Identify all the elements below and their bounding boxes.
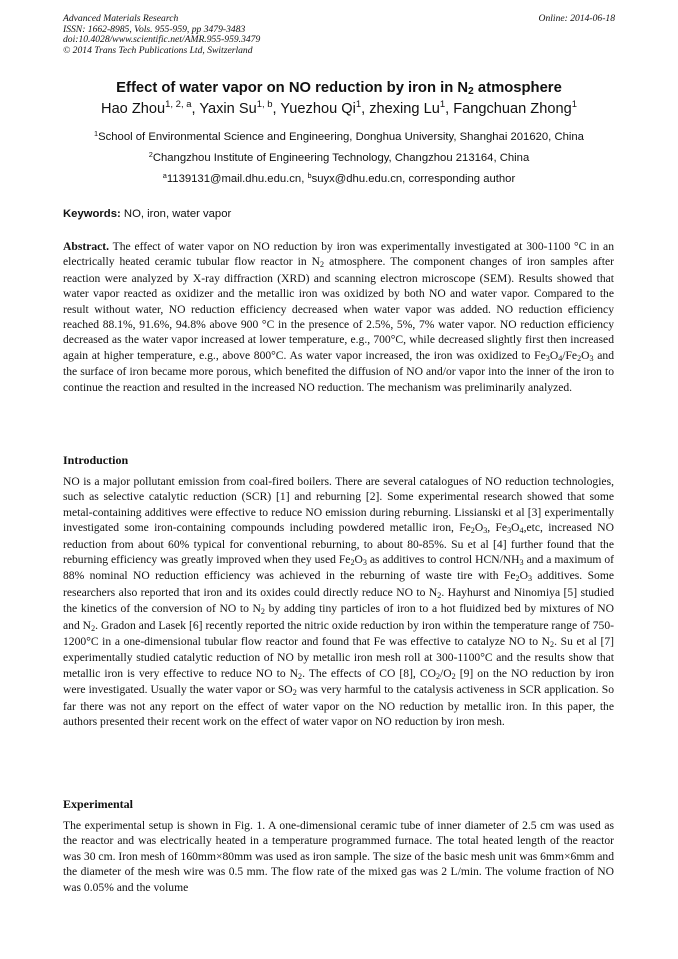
author-list: Hao Zhou$^{1, 2, a}$, Yaxin Su$^{1, b}$, Yuezhou Qi$^1$, zhexing Lu$^1$, Fangchuan Zhong$^1$: [101, 99, 577, 117]
author-name: Hao Zhou: [101, 101, 166, 117]
online-date: Online: 2014-06-18: [538, 13, 615, 24]
introduction-heading: Introduction: [63, 453, 129, 467]
experimental-text: The experimental setup is shown in Fig. 1. A one-dimensional ceramic tube of inner diameter of 2.5 cm was used as the reactor and was electrically heated in a temperature programmed furnace. The total heated length of the reactor was 30 cm. Iron mesh of 160mm×80mm was used as iron sample. The size of the basic mesh unit was 6mm×6mm and the diameter of the mesh wire was 0.5 mm. The flow rate of the mixed gas was 2 L/min. The volume fraction of NO was 0.05% and the volume: [63, 819, 614, 894]
copyright-line: © 2014 Trans Tech Publications Ltd, Switzerland: [63, 44, 253, 56]
abstract-label: Abstract.: [63, 240, 110, 253]
affiliation-2: $^2$Changzhou Institute of Engineering Technology, Changzhou 213164, China: [148, 150, 530, 164]
author-name: Yaxin Su: [199, 101, 257, 117]
author-emails: $^a$1139131@mail.dhu.edu.cn, $^b$suyx@dhu.edu.cn, corresponding author: [162, 171, 516, 185]
introduction-text: NO is a major pollutant emission from coal-fired boilers. There are several catalogues of NO reduction technologies, such as selective catalytic reduction (SCR) [1] and reburning [2]. Some experimental research showed that some metal-containing additives were effective to reduce NO emission during reburning. Lissianski et al [3] experimentally investigated some iron-containing compounds including powdered metallic iron, $Fe_2O_3$, $Fe_3O_4,etc$, increased NO reduction from about 60% typical for conventional reburning, to about 80-85%. Su et al [4] further found that the reburning efficiency was greatly improved when they used $Fe_2O_3$ as additives to control HCN/$NH_3$ and a maximum of 88% nominal NO reduction efficiency was achieved in the reburning of waste tire with $Fe_2O_3$ additives. Some researchers also reported that iron and its oxides could directly reduce NO to $N_2$. Hayhurst and Ninomiya [5] studied the kinetics of the conversion of NO to $N_2$ by adding tiny particles of iron to a hot fluidized bed by mixtures of NO and $N_2$. Gradon and Lasek [6] recently reported the nitric oxide reduction by iron within the temperature range of 750-1200°C in a one-dimensional tubular flow reactor and found that Fe was effective to catalyze NO to $N_2$. Su et al [7] experimentally studied catalytic reduction of NO by metallic iron mesh roll at 300-1100°C and the results show that metallic iron is very effective to reduce NO to $N_2$. The effects of CO [8], $CO_2/O_2$ [9] on the NO reduction by iron were investigated. Usually the water vapor or $SO_2$ was very harmful to the catalysis activeness in SCR application. So far there was not any report on the effect of water vapor on the NO reduction by metallic iron. In this paper, the authors presented their recent work on the effect of water vapor on NO reduction by iron mesh.: [63, 475, 615, 729]
author-name: zhexing Lu: [369, 101, 440, 117]
journal-name: Advanced Materials Research: [63, 13, 179, 24]
doi-line: doi:10.4028/www.scientific.net/AMR.955-959.3479: [63, 34, 261, 46]
abstract: Abstract. The effect of water vapor on NO reduction by iron was experimentally investigated at 300-1100 °C in an electrically heated ceramic tubular flow reactor in $N_2$ atmosphere. The component changes of iron samples after reaction were analyzed by X-ray diffraction (XRD) and scanning electron microscope (SEM). Results showed that water vapor reacted as oxidizer and the metallic iron was oxidized by both NO and water vapor. Compared to the result without water, NO reduction efficiency decreased when water vapor was added. NO reduction efficiency reached 88.1%, 91.6%, 94.8% above 900 °C in the presence of 2.5%, 5%, 7% water vapor. NO reduction efficiency decreased as the water vapor increased at lower temperature, e.g., 700°C, while decreased slightly first then increased again at higher temperature, e.g., above 800°C. As water vapor increased, the iron was oxidized to $Fe_3O_4/Fe_2O_3$ and the surface of iron became more porous, which benefited the diffusion of NO and/or vapor into the inner of the iron to continue the reaction and resulted in the increased NO reduction. The mechanism was preliminarily analyzed.: [63, 240, 615, 394]
affiliation-1: $^1$School of Environmental Science and Engineering, Donghua University, Shanghai 201620, China: [94, 129, 584, 143]
author-name: Fangchuan Zhong: [453, 101, 572, 117]
experimental-heading: Experimental: [63, 797, 133, 811]
author-name: Yuezhou Qi: [280, 101, 356, 117]
paper-title: Effect of water vapor on NO reduction by iron in $N_2$ atmosphere: [116, 80, 562, 97]
journal-header: [63, 14, 615, 56]
keywords: Keywords: NO, iron, water vapor: [63, 208, 232, 220]
issn-line: ISSN: 1662-8985, Vols. 955-959, pp 3479-3483: [63, 23, 246, 35]
